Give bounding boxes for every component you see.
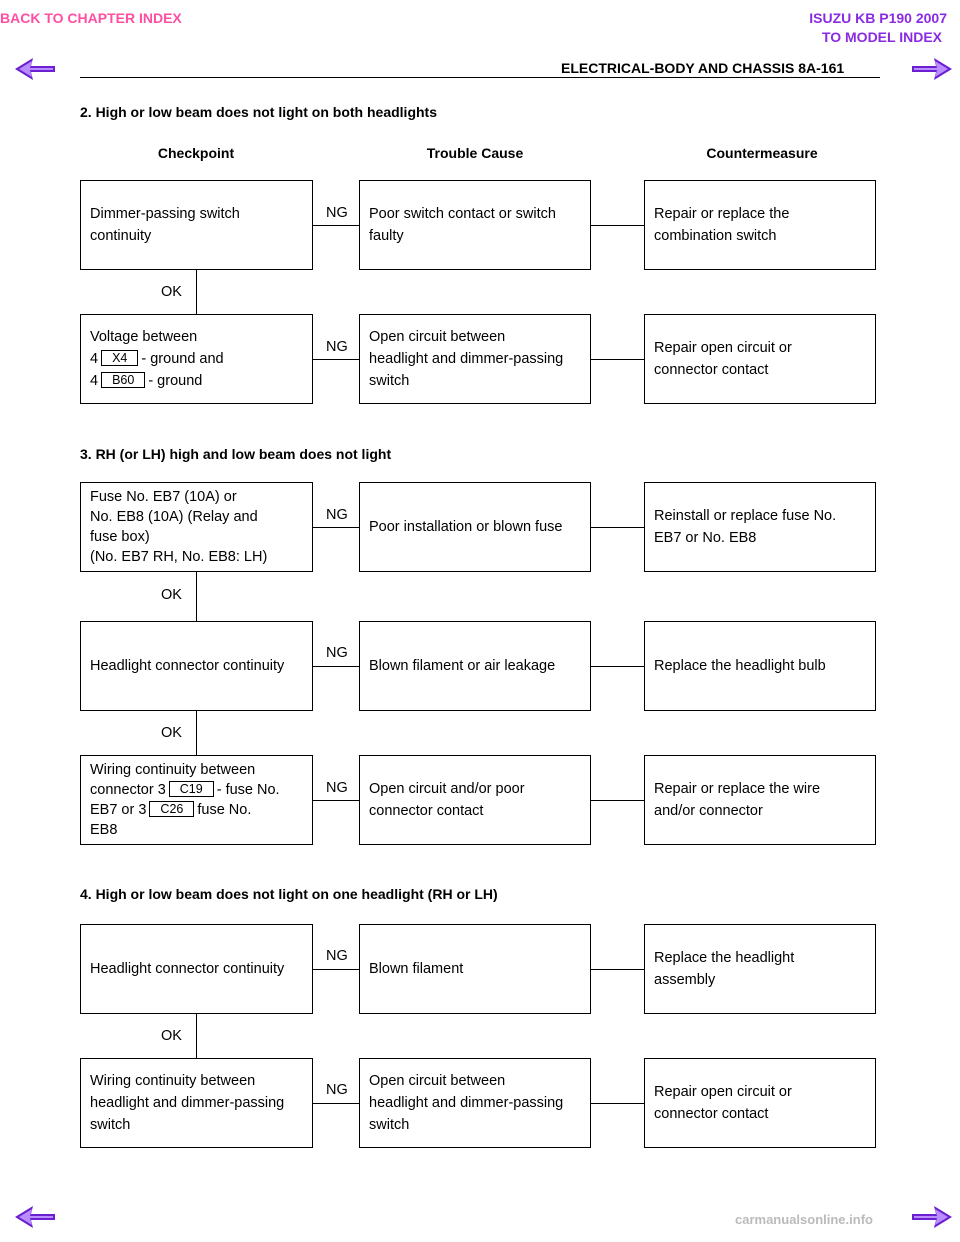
checkpoint-box xyxy=(80,1058,313,1148)
box-text: Poor switch contact or switch xyxy=(369,206,556,222)
section-3-title: 3. RH (or LH) high and low beam does not light xyxy=(80,446,392,462)
trouble-cause-box xyxy=(359,924,591,1014)
trouble-cause-box xyxy=(359,180,591,270)
box-text: No. EB8 (10A) (Relay and xyxy=(90,509,258,525)
box-text: Blown filament or air leakage xyxy=(369,658,556,674)
box-text: Poor installation or blown fuse xyxy=(369,519,563,535)
ng-label: NG xyxy=(326,948,348,964)
section-4-title: 4. High or low beam does not light on one headlight (RH or LH) xyxy=(80,886,498,902)
connector-line xyxy=(313,359,359,360)
trouble-cause-box xyxy=(359,621,591,711)
to-model-index-link[interactable]: TO MODEL INDEX xyxy=(821,29,942,45)
countermeasure-box xyxy=(644,482,876,572)
box-text: Repair or replace the xyxy=(654,206,790,222)
box-text: assembly xyxy=(654,972,716,988)
box-text: Dimmer-passing switch xyxy=(90,206,240,222)
connector-line xyxy=(313,969,359,970)
box-text: Reinstall or replace fuse No. xyxy=(654,508,837,524)
connector-tag: B60 xyxy=(101,372,145,388)
model-title: ISUZU KB P190 2007 xyxy=(809,10,947,26)
section-2-title: 2. High or low beam does not light on both headlights xyxy=(80,104,437,120)
countermeasure-box xyxy=(644,1058,876,1148)
box-text: Open circuit between xyxy=(369,329,506,345)
box-text: Replace the headlight xyxy=(654,950,795,966)
checkpoint-box xyxy=(80,180,313,270)
connector-tag: C19 xyxy=(169,781,214,797)
connector-line xyxy=(591,225,644,226)
box-text: connector 3 xyxy=(90,782,166,798)
box-text: Wiring continuity between xyxy=(90,762,256,778)
box-text: connector contact xyxy=(654,1106,769,1122)
box-text: connector contact xyxy=(654,362,769,378)
box-text: headlight and dimmer-passing xyxy=(90,1095,285,1111)
trouble-cause-box xyxy=(359,755,591,845)
box-text: switch xyxy=(369,373,410,389)
box-text: Repair open circuit or xyxy=(654,340,792,356)
connector-line xyxy=(313,800,359,801)
connector-line xyxy=(313,666,359,667)
box-text: Replace the headlight bulb xyxy=(654,658,826,674)
checkpoint-box xyxy=(80,621,313,711)
box-text: Blown filament xyxy=(369,961,464,977)
ng-label: NG xyxy=(326,1082,348,1098)
ok-label: OK xyxy=(161,725,182,741)
ok-label: OK xyxy=(161,1028,182,1044)
countermeasure-box xyxy=(644,314,876,404)
ok-connector-line xyxy=(196,1014,197,1058)
ng-label: NG xyxy=(326,339,348,355)
ok-connector-line xyxy=(196,572,197,621)
countermeasure-box xyxy=(644,924,876,1014)
ok-connector-line xyxy=(196,270,197,314)
box-text: Open circuit and/or poor xyxy=(369,781,525,797)
connector-line xyxy=(591,359,644,360)
box-text: EB7 or 3 xyxy=(90,802,147,818)
header-rule xyxy=(80,77,880,78)
ok-label: OK xyxy=(161,587,182,603)
box-text: EB7 or No. EB8 xyxy=(654,530,757,546)
box-text: faulty xyxy=(369,228,404,244)
connector-line xyxy=(591,666,644,667)
box-text: Wiring continuity between xyxy=(90,1073,256,1089)
box-text: Voltage between xyxy=(90,329,198,345)
box-text: EB8 xyxy=(90,822,118,838)
connector-line xyxy=(591,800,644,801)
box-text: - fuse No. xyxy=(216,782,280,798)
box-text: - ground xyxy=(148,373,203,389)
box-text: fuse box) xyxy=(90,529,150,545)
box-text: and/or connector xyxy=(654,803,763,819)
column-checkpoint: Checkpoint xyxy=(157,145,235,161)
ng-label: NG xyxy=(326,645,348,661)
box-text: 4 xyxy=(90,373,99,389)
page-header: ELECTRICAL-BODY AND CHASSIS 8A-161 xyxy=(561,60,845,76)
box-text: (No. EB7 RH, No. EB8: LH) xyxy=(90,549,268,565)
countermeasure-box xyxy=(644,755,876,845)
right-arrow-icon[interactable] xyxy=(910,56,954,82)
box-text: continuity xyxy=(90,228,152,244)
connector-line xyxy=(591,1103,644,1104)
ok-connector-line xyxy=(196,711,197,755)
connector-line xyxy=(313,527,359,528)
connector-line xyxy=(313,1103,359,1104)
box-text: headlight and dimmer-passing xyxy=(369,351,564,367)
ng-label: NG xyxy=(326,507,348,523)
box-text: Headlight connector continuity xyxy=(90,961,285,977)
connector-line xyxy=(591,527,644,528)
box-text: Open circuit between xyxy=(369,1073,506,1089)
checkpoint-box xyxy=(80,755,313,845)
left-arrow-icon[interactable] xyxy=(13,56,57,82)
checkpoint-box xyxy=(80,924,313,1014)
box-text: Headlight connector continuity xyxy=(90,658,285,674)
connector-tag: X4 xyxy=(101,350,138,366)
ng-label: NG xyxy=(326,780,348,796)
connector-line xyxy=(591,969,644,970)
countermeasure-box xyxy=(644,180,876,270)
column-countermeasure: Countermeasure xyxy=(706,145,818,161)
back-to-chapter-index-link[interactable]: BACK TO CHAPTER INDEX xyxy=(0,10,182,26)
box-text: combination switch xyxy=(654,228,777,244)
checkpoint-box xyxy=(80,482,313,572)
box-text: switch xyxy=(90,1117,131,1133)
box-text: headlight and dimmer-passing xyxy=(369,1095,564,1111)
column-trouble-cause: Trouble Cause xyxy=(426,145,524,161)
box-text: connector contact xyxy=(369,803,484,819)
box-text: - ground and xyxy=(141,351,224,367)
trouble-cause-box xyxy=(359,314,591,404)
countermeasure-box xyxy=(644,621,876,711)
box-text: Repair or replace the wire xyxy=(654,781,821,797)
trouble-cause-box xyxy=(359,1058,591,1148)
box-text: fuse No. xyxy=(197,802,252,818)
connector-line xyxy=(313,225,359,226)
box-text: 4 xyxy=(90,351,99,367)
box-text: Repair open circuit or xyxy=(654,1084,792,1100)
trouble-cause-box xyxy=(359,482,591,572)
right-arrow-icon[interactable] xyxy=(910,1204,954,1230)
ng-label: NG xyxy=(326,205,348,221)
box-text: switch xyxy=(369,1117,410,1133)
connector-tag: C26 xyxy=(149,801,194,817)
box-text: Fuse No. EB7 (10A) or xyxy=(90,489,237,505)
watermark: carmanualsonline.info xyxy=(735,1212,873,1227)
left-arrow-icon[interactable] xyxy=(13,1204,57,1230)
ok-label: OK xyxy=(161,284,182,300)
checkpoint-box xyxy=(80,314,313,404)
